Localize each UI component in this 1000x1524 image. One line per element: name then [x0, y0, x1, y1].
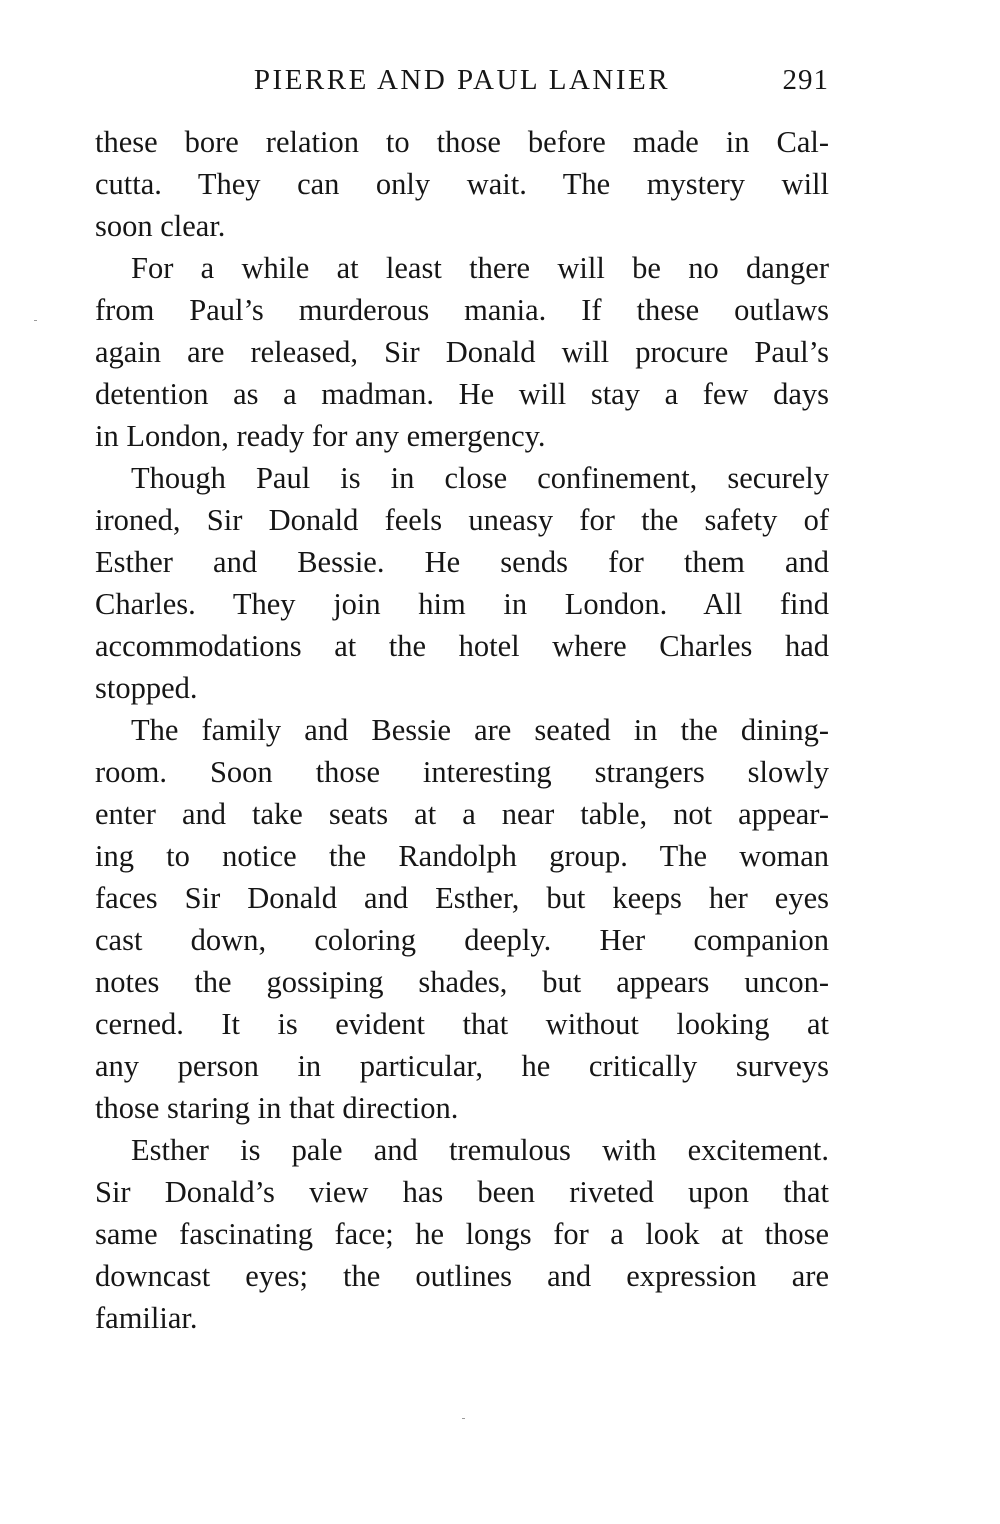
scan-speck: [462, 1418, 465, 1419]
text-line: familiar.: [95, 1301, 198, 1335]
text-line: The family and Bessie are seated in the dining-: [131, 713, 829, 747]
text-line: notes the gossiping shades, but appears uncon-: [95, 965, 829, 999]
scan-speck: [34, 320, 37, 321]
running-head: [95, 58, 829, 102]
text-line: For a while at least there will be no danger: [131, 251, 829, 285]
text-line: cerned. It is evident that without looking at: [95, 1007, 829, 1041]
text-line: cutta. They can only wait. The mystery will: [95, 167, 829, 201]
text-line: accommodations at the hotel where Charles had: [95, 629, 829, 663]
text-line: cast down, coloring deeply. Her companion: [95, 923, 829, 957]
text-line: stopped.: [95, 671, 198, 705]
text-line: these bore relation to those before made in Cal-: [95, 125, 829, 159]
text-line: from Paul’s murderous mania. If these outlaws: [95, 293, 829, 327]
text-line: any person in particular, he critically surveys: [95, 1049, 829, 1083]
body-text: [95, 121, 829, 1339]
text-line: detention as a madman. He will stay a few days: [95, 377, 829, 411]
text-line: soon clear.: [95, 209, 226, 243]
text-line: Charles. They join him in London. All find: [95, 587, 829, 621]
text-line: Though Paul is in close confinement, securely: [131, 461, 829, 495]
text-line: enter and take seats at a near table, not appear-: [95, 797, 829, 831]
text-line: same fascinating face; he longs for a look at those: [95, 1217, 829, 1251]
text-line: faces Sir Donald and Esther, but keeps her eyes: [95, 881, 829, 915]
text-line: in London, ready for any emergency.: [95, 419, 546, 453]
text-line: room. Soon those interesting strangers slowly: [95, 755, 829, 789]
page-number: 291: [782, 64, 829, 96]
text-line: ing to notice the Randolph group. The woman: [95, 839, 829, 873]
text-line: Esther is pale and tremulous with excitement.: [131, 1133, 829, 1167]
text-line: those staring in that direction.: [95, 1091, 459, 1125]
text-line: downcast eyes; the outlines and expression are: [95, 1259, 829, 1293]
text-line: ironed, Sir Donald feels uneasy for the safety of: [95, 503, 829, 537]
running-title: PIERRE AND PAUL LANIER: [253, 64, 671, 96]
text-line: Sir Donald’s view has been riveted upon that: [95, 1175, 829, 1209]
text-line: again are released, Sir Donald will procure Paul’s: [95, 335, 829, 369]
text-line: Esther and Bessie. He sends for them and: [95, 545, 829, 579]
